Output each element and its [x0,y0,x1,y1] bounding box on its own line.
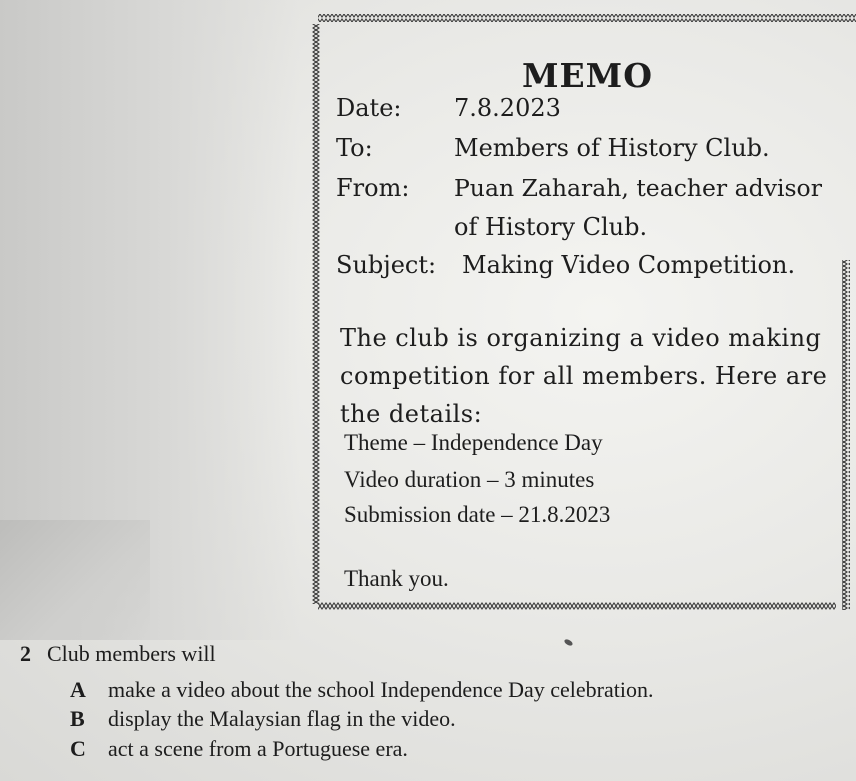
pen-mark [563,638,573,647]
to-label: To: [336,134,373,162]
to-value: Members of History Club. [454,134,770,162]
option-text: act a scene from a Portuguese era. [108,736,408,761]
from-label: From: [336,174,410,202]
detail-duration: Video duration – 3 minutes [344,467,595,492]
detail-theme: Theme – Independence Day [344,430,603,455]
option-b[interactable] [70,706,456,732]
date-label: Date: [336,94,402,122]
date-value: 7.8.2023 [454,94,561,122]
detail-submission-date: Submission date – 21.8.2023 [344,502,611,527]
subject-label: Subject: [336,251,437,279]
memo-box [312,10,856,612]
option-letter: A [70,677,86,702]
option-letter: B [70,706,85,731]
from-value-continued: of History Club. [454,213,648,241]
option-c[interactable] [70,736,408,762]
option-text: make a video about the school Independence Day celebration. [108,677,654,702]
memo-closing: Thank you. [344,566,449,591]
option-letter: C [70,736,86,761]
memo-body-line: competition for all members. Here are [340,362,828,390]
memo-body-line: The club is organizing a video making [340,324,822,352]
question-text: Club members will [47,641,216,666]
memo-body-line: the details: [340,400,483,428]
option-a[interactable] [70,677,654,703]
question-stem [20,641,216,667]
question-number: 2 [20,641,31,666]
memo-title: MEMO [522,56,653,95]
from-value: Puan Zaharah, teacher advisor [454,174,822,202]
background-shadow-lower [0,520,150,640]
subject-value: Making Video Competition. [462,251,796,279]
option-text: display the Malaysian flag in the video. [108,706,456,731]
